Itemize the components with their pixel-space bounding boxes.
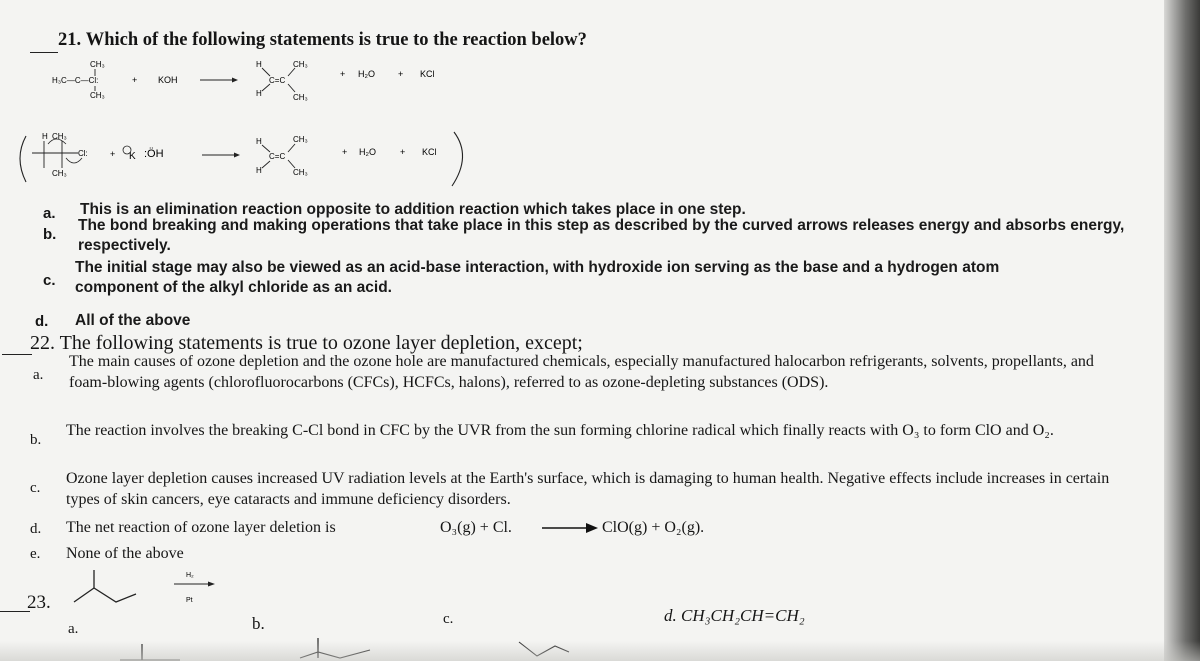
r1-reactant-bottom: CH₃: [90, 91, 105, 100]
r1-product-ch3-bottom: CH₃: [293, 93, 308, 102]
r1-arrow-head: [232, 78, 238, 83]
q22-option-e-letter: e.: [30, 546, 41, 562]
q22-option-c-letter: c.: [30, 480, 41, 496]
r2-product-h-top: H: [256, 137, 262, 146]
q23-answer-blank: [0, 611, 30, 612]
r2-bond-c1: [288, 144, 295, 152]
q23-option-d-text: CH₃CH₂CH=CH₂: [681, 606, 805, 625]
q22-option-d-arrow: [540, 520, 600, 536]
page-edge-shadow: [1164, 0, 1200, 661]
r1-reagent: KOH: [158, 75, 178, 85]
q22-option-c-text: Ozone layer depletion causes increased UV radiation levels at the Earth's surface, which is damaging to human health. Negative effects include increases in certain types of skin cancers, eye cataracts and immune deficiency disorders.: [66, 470, 1110, 508]
page-bottom-shadow: [0, 641, 1200, 661]
q23-reagent-top: H₂: [186, 572, 194, 579]
r2-curved-arrow-2: [66, 158, 82, 163]
r1-plus-2: +: [340, 69, 346, 79]
q21-question: Which of the following statements is true to the reaction below?: [85, 30, 587, 50]
r1-salt: KCl: [420, 69, 435, 79]
r2-plus-3: +: [400, 147, 406, 157]
q22-option-a-text: The main causes of ozone depletion and the ozone hole are manufactured chemicals, especially manufactured halocarbon refrigerants, solvents, propellants, and foam-blowing agents (chlorofluorocarbons (CFCs), HCFCs, halons), referred to as ozone-depleting substances (ODS).: [69, 353, 1094, 391]
q22-answer-blank: [2, 354, 32, 355]
q23-option-d: [664, 606, 805, 626]
q22-option-b-text: The reaction involves the breaking C-Cl bond in CFC by the UVR from the sun forming chlorine radical which finally reacts with O₃ to form ClO and O₂.: [66, 422, 1054, 439]
r1-product-bond: C=C: [269, 76, 286, 85]
r2-plus-1: +: [110, 149, 116, 159]
r1-reactant-left: H₃C—C—Cl:: [52, 76, 99, 85]
q21-option-b-text: The bond breaking and making operations that take place in this step as described by the curved arrows releases energy and absorbs energy, respectively.: [78, 217, 1125, 254]
q23-option-a-letter: a.: [68, 621, 79, 637]
r1-bond-c1: [288, 68, 295, 76]
r2-close-paren: [452, 132, 463, 186]
q22-option-d-equation-right: ClO(g) + O₂(g).: [602, 519, 705, 536]
r2-open-paren: [20, 136, 26, 182]
r1-reactant-top: CH₃: [90, 60, 105, 69]
q21-answer-blank: [30, 52, 58, 53]
r1-plus-3: +: [398, 69, 404, 79]
r1-bond-h2: [262, 84, 270, 91]
r1-water: H₂O: [358, 69, 375, 79]
q21-option-a-letter: a.: [43, 205, 56, 222]
q23-number: 23.: [27, 592, 51, 613]
r2-bond-h1: [262, 145, 270, 152]
r2-bond-h2: [262, 161, 270, 168]
r2-water: H₂O: [359, 147, 376, 157]
q23-option-c-letter: c.: [443, 611, 454, 627]
q21-option-c-text: The initial stage may also be viewed as an acid-base interaction, with hydroxide ion serving as the base and a hydrogen atom component of the alkyl chloride as an acid.: [75, 259, 1000, 296]
r1-bond-c2: [288, 84, 295, 92]
r2-arrow-head: [234, 153, 240, 158]
q21-option-c-letter: c.: [43, 272, 56, 289]
q22-number: 22.: [30, 332, 55, 354]
r2-reagent-oh: :ÖH: [144, 148, 164, 160]
q21-reaction-1: [40, 56, 480, 108]
q21-option-b-letter: b.: [43, 226, 57, 243]
q23-reagent-bottom: Pt: [186, 597, 193, 604]
q22-question: The following statements is true to ozone layer depletion, except;: [59, 332, 583, 354]
q21-reaction-2: [12, 128, 492, 188]
r1-product-h-top: H: [256, 60, 262, 69]
r2-reagent-k: K: [129, 151, 136, 162]
r2-salt: KCl: [422, 147, 437, 157]
r2-product-ch3-bottom: CH₃: [293, 168, 308, 177]
q22-option-e-text: None of the above: [66, 545, 184, 562]
q21-title: [58, 30, 587, 51]
q22-option-a-letter: a.: [33, 367, 44, 383]
r2-product-h-bottom: H: [256, 166, 262, 175]
q23-option-b-letter: b.: [252, 614, 265, 633]
q21-number: 21.: [58, 30, 82, 50]
q21-option-d-text: All of the above: [75, 312, 191, 329]
r2-product-ch3-top: CH₃: [293, 135, 308, 144]
q23-reactant-skeletal: [70, 562, 230, 622]
r2-plus-2: +: [342, 147, 348, 157]
r2-reactant-ch3-top: CH₃: [52, 132, 67, 141]
r2-reactant-cl: Cl:: [78, 149, 88, 158]
r1-plus-1: +: [132, 75, 138, 85]
q21-option-a-text: This is an elimination reaction opposite to addition reaction which takes place in one step.: [80, 201, 746, 218]
q23-option-d-letter: d.: [664, 606, 677, 625]
r2-product-bond: C=C: [269, 152, 286, 161]
q22-option-b-letter: b.: [30, 432, 42, 448]
r1-bond-h1: [262, 68, 270, 76]
r2-reactant-h: H: [42, 132, 48, 141]
r1-product-h-bottom: H: [256, 89, 262, 98]
q22-option-d-letter: d.: [30, 521, 42, 537]
q22-option-d-equation-left: O₃(g) + Cl.: [440, 519, 512, 536]
q21-option-d-letter: d.: [35, 313, 49, 330]
q22-option-d-text: The net reaction of ozone layer deletion is: [66, 519, 336, 536]
r2-bond-c2: [288, 160, 295, 168]
r1-product-ch3-top: CH₃: [293, 60, 308, 69]
r2-reactant-ch3-bottom: CH₃: [52, 169, 67, 178]
